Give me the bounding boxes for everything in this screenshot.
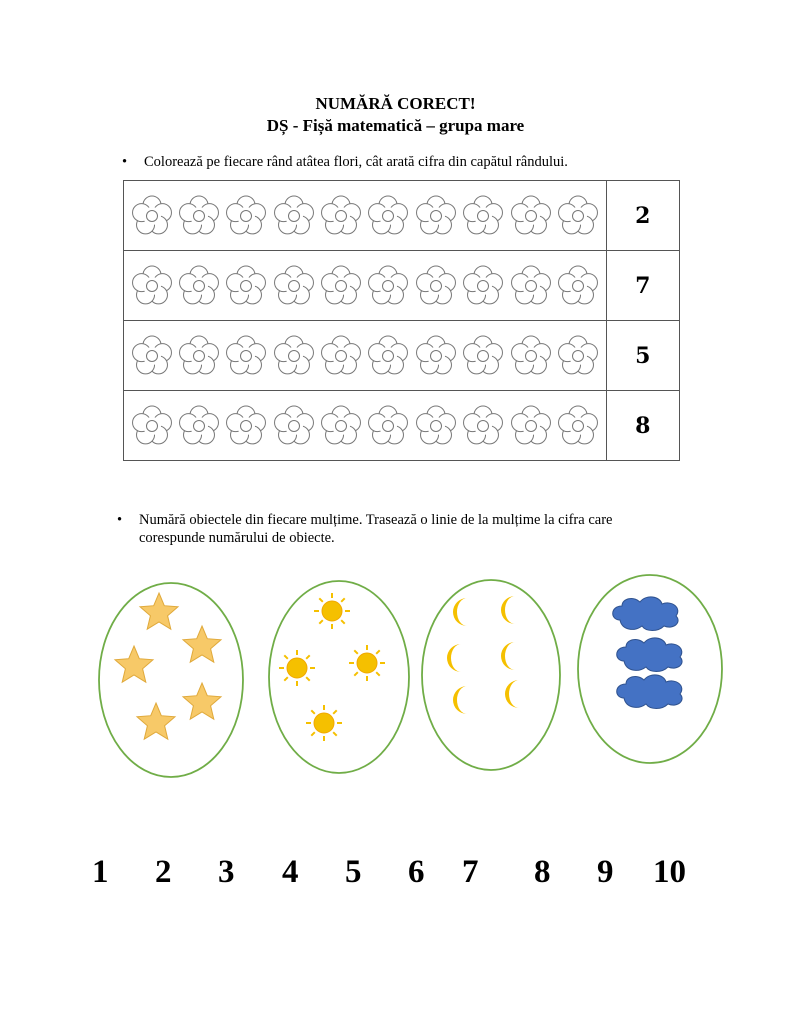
cloud-icon: [613, 597, 678, 631]
flower-icon[interactable]: [130, 264, 174, 308]
flower-cell: [124, 181, 607, 251]
cloud-icon: [617, 675, 682, 709]
row-number: 2: [606, 181, 679, 251]
digit[interactable]: 6: [408, 854, 425, 890]
page-subtitle: DȘ - Fișă matematică – grupa mare: [266, 116, 525, 135]
row-number: 5: [606, 321, 679, 391]
flower-icon[interactable]: [224, 194, 268, 238]
page-title: NUMĂRĂ CORECT!: [315, 94, 476, 113]
flower-cell: [124, 321, 607, 391]
flower-icon[interactable]: [366, 404, 410, 448]
flower-row: [124, 181, 606, 250]
flower-icon[interactable]: [319, 264, 363, 308]
flower-icon[interactable]: [177, 264, 221, 308]
set-objects: [279, 593, 385, 741]
table-row: [124, 391, 680, 461]
flower-icon[interactable]: [414, 334, 458, 378]
star-icon: [137, 703, 175, 739]
flower-icon[interactable]: [224, 264, 268, 308]
digit[interactable]: 8: [534, 854, 551, 890]
flower-icon[interactable]: [461, 404, 505, 448]
moon-icon: [447, 644, 461, 672]
digit-row: [0, 850, 791, 894]
bullet-icon: •: [117, 512, 123, 528]
moon-icon: [453, 598, 467, 626]
table-row: [124, 251, 680, 321]
set-objects: [447, 596, 519, 714]
sun-icon: [349, 645, 385, 681]
flower-icon[interactable]: [556, 334, 600, 378]
flower-icon[interactable]: [272, 334, 316, 378]
flower-icon[interactable]: [272, 194, 316, 238]
flower-icon[interactable]: [556, 194, 600, 238]
flower-icon[interactable]: [509, 264, 553, 308]
digit[interactable]: 5: [345, 854, 362, 890]
digit[interactable]: 1: [92, 854, 109, 890]
bullet-icon: •: [122, 154, 128, 170]
flower-icon[interactable]: [414, 194, 458, 238]
flower-icon[interactable]: [366, 264, 410, 308]
star-icon: [115, 646, 153, 682]
flower-icon[interactable]: [319, 334, 363, 378]
instruction-1-text: Colorează pe fiecare rând atâtea flori, cât arată cifra din capătul rândului.: [144, 154, 568, 170]
table-row: [124, 321, 680, 391]
digit[interactable]: 3: [218, 854, 235, 890]
flower-icon[interactable]: [556, 264, 600, 308]
flower-icon[interactable]: [461, 264, 505, 308]
star-icon: [140, 593, 178, 629]
row-number: 8: [606, 391, 679, 461]
flower-icon[interactable]: [319, 404, 363, 448]
flower-icon[interactable]: [366, 194, 410, 238]
flower-icon[interactable]: [366, 334, 410, 378]
flower-cell: [124, 251, 607, 321]
flower-row: [124, 251, 606, 320]
flower-icon[interactable]: [509, 404, 553, 448]
set-moons: [419, 576, 563, 774]
set-clouds: [575, 572, 725, 770]
flower-icon[interactable]: [224, 404, 268, 448]
table-row: [124, 181, 680, 251]
sun-icon: [279, 650, 315, 686]
flower-icon[interactable]: [130, 194, 174, 238]
moon-icon: [501, 642, 515, 670]
instruction-2-text: Numără obiectele din fiecare mulțime. Trasează o linie de la mulțime la cifra care corespunde numărului de obiecte.: [139, 512, 613, 546]
moon-icon: [453, 686, 467, 714]
flower-table: [123, 180, 680, 461]
set-suns: [266, 577, 412, 777]
set-stars: [96, 580, 246, 780]
row-number: 7: [606, 251, 679, 321]
flower-icon[interactable]: [177, 334, 221, 378]
flower-icon[interactable]: [130, 334, 174, 378]
flower-icon[interactable]: [461, 194, 505, 238]
flower-icon[interactable]: [414, 404, 458, 448]
sun-icon: [306, 705, 342, 741]
set-objects: [613, 597, 682, 709]
moon-icon: [501, 596, 515, 624]
digit[interactable]: 7: [462, 854, 479, 890]
flower-icon[interactable]: [319, 194, 363, 238]
flower-row: [124, 391, 606, 460]
digit[interactable]: 4: [282, 854, 299, 890]
sun-icon: [314, 593, 350, 629]
flower-icon[interactable]: [272, 264, 316, 308]
moon-icon: [505, 680, 519, 708]
flower-icon[interactable]: [414, 264, 458, 308]
digit[interactable]: 10: [653, 854, 686, 890]
cloud-icon: [617, 638, 682, 672]
flower-icon[interactable]: [177, 404, 221, 448]
flower-row: [124, 321, 606, 390]
flower-icon[interactable]: [509, 194, 553, 238]
flower-icon[interactable]: [130, 404, 174, 448]
flower-icon[interactable]: [272, 404, 316, 448]
digit[interactable]: 2: [155, 854, 172, 890]
set-objects: [115, 593, 221, 739]
instruction-2: [117, 511, 677, 547]
flower-icon[interactable]: [556, 404, 600, 448]
digit[interactable]: 9: [597, 854, 614, 890]
flower-icon[interactable]: [509, 334, 553, 378]
flower-icon[interactable]: [461, 334, 505, 378]
flower-icon[interactable]: [177, 194, 221, 238]
flower-cell: [124, 391, 607, 461]
star-icon: [183, 626, 221, 662]
flower-icon[interactable]: [224, 334, 268, 378]
set-ellipse: [422, 580, 560, 770]
instruction-1: [122, 153, 682, 171]
star-icon: [183, 683, 221, 719]
